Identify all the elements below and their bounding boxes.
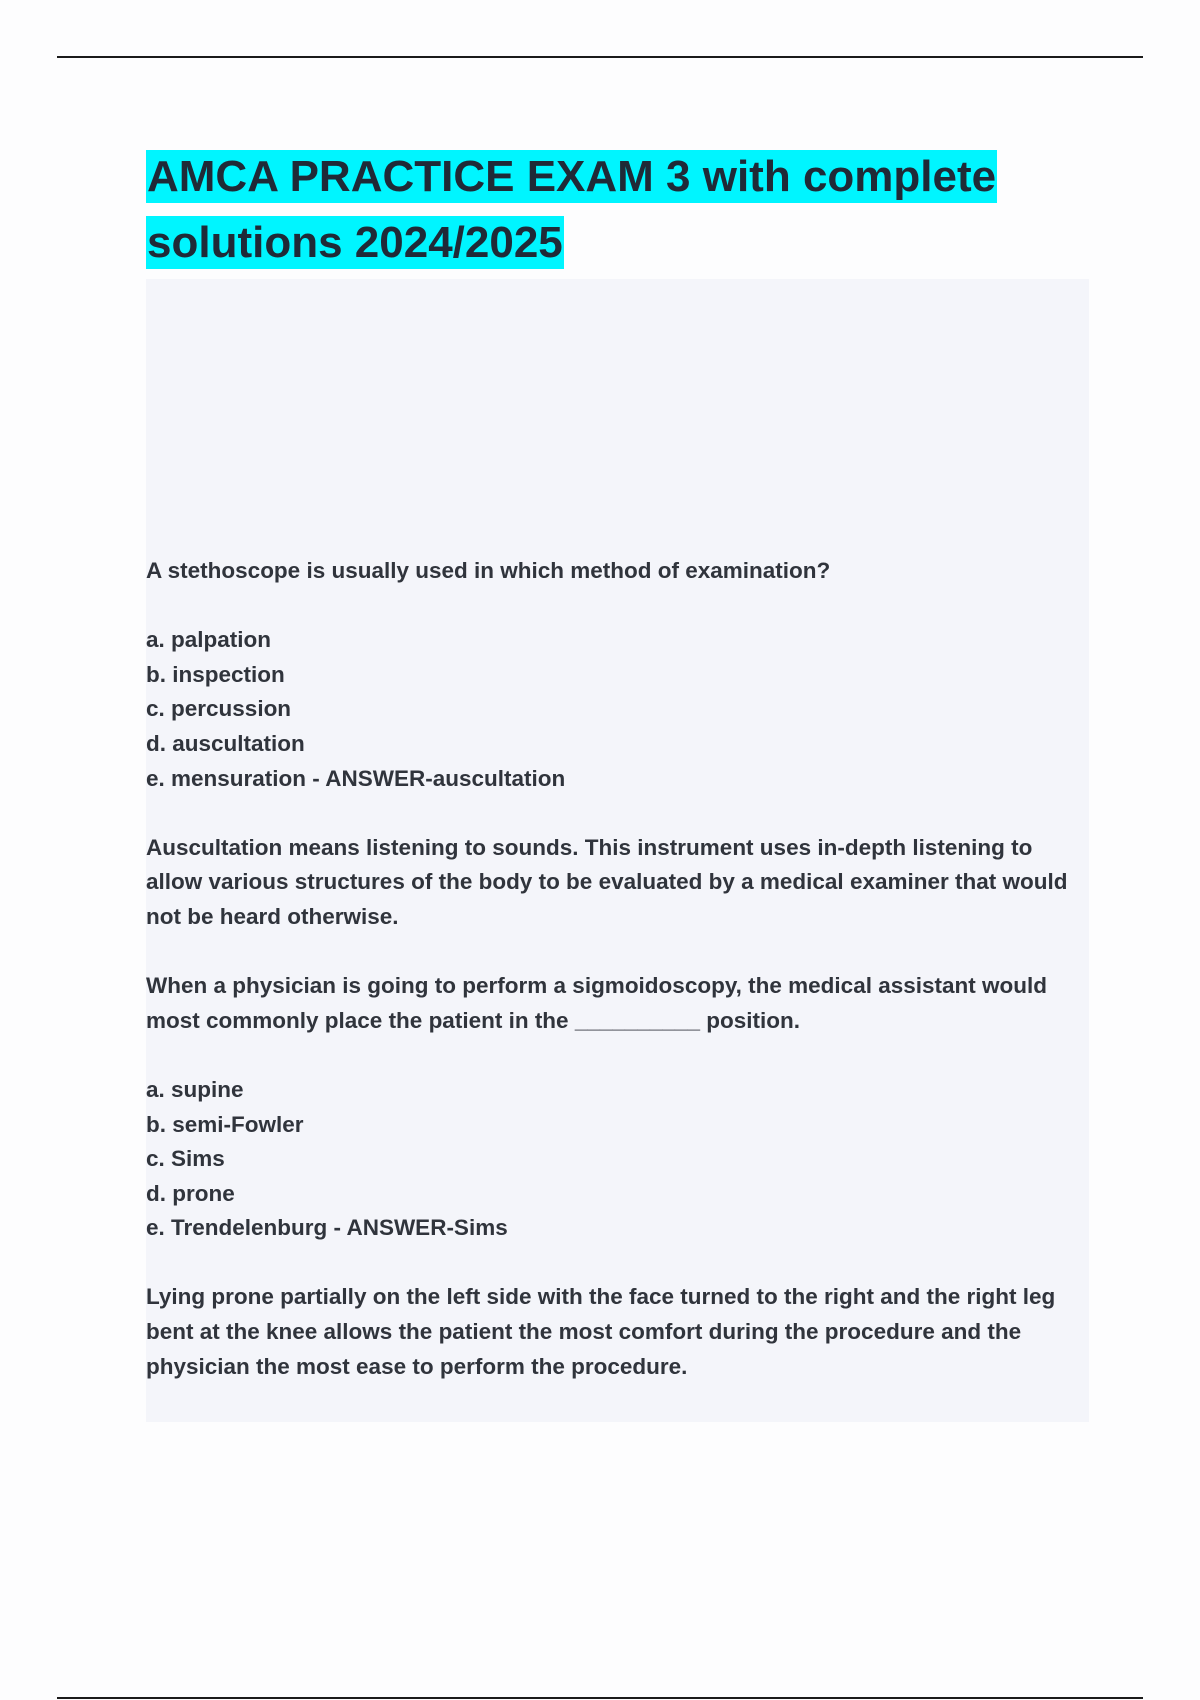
option-b: b. inspection bbox=[146, 661, 285, 687]
option-a: a. palpation bbox=[146, 627, 272, 653]
option-d: d. prone bbox=[146, 1180, 235, 1206]
option-b: b. semi-Fowler bbox=[146, 1111, 304, 1137]
question-prompt: When a physician is going to perform a sigmoidoscopy, the medical assistant would most commonly place the patient in the __________ position. bbox=[146, 973, 1047, 1033]
title-line-2: solutions 2024/2025 bbox=[147, 218, 563, 267]
top-rule bbox=[57, 56, 1143, 58]
answer-options bbox=[146, 1073, 1091, 1246]
question-prompt: A stethoscope is usually used in which method of examination? bbox=[146, 558, 831, 583]
questions-section bbox=[146, 554, 1091, 1384]
option-c: c. percussion bbox=[146, 696, 292, 722]
option-c: c. Sims bbox=[146, 1146, 225, 1172]
question-explanation: Lying prone partially on the left side with the face turned to the right and the right leg bent at the knee allows the patient the most comfort during the procedure and the physician the most ease to perform the procedure. bbox=[146, 1284, 1056, 1379]
bottom-rule bbox=[57, 1697, 1143, 1699]
answer-options bbox=[146, 623, 1091, 796]
title-line-1: AMCA PRACTICE EXAM 3 with complete bbox=[147, 152, 997, 201]
option-d: d. auscultation bbox=[146, 730, 305, 756]
question-block bbox=[146, 969, 1091, 1384]
question-block bbox=[146, 554, 1091, 935]
option-a: a. supine bbox=[146, 1076, 244, 1102]
option-e-answer: e. mensuration - ANSWER-auscultation bbox=[146, 765, 566, 791]
document-title bbox=[146, 144, 1086, 276]
option-e-answer: e. Trendelenburg - ANSWER-Sims bbox=[146, 1215, 508, 1241]
question-explanation: Auscultation means listening to sounds. This instrument uses in-depth listening to allow various structures of the body to be evaluated by a medical examiner that would not be heard otherwise. bbox=[146, 834, 1068, 929]
